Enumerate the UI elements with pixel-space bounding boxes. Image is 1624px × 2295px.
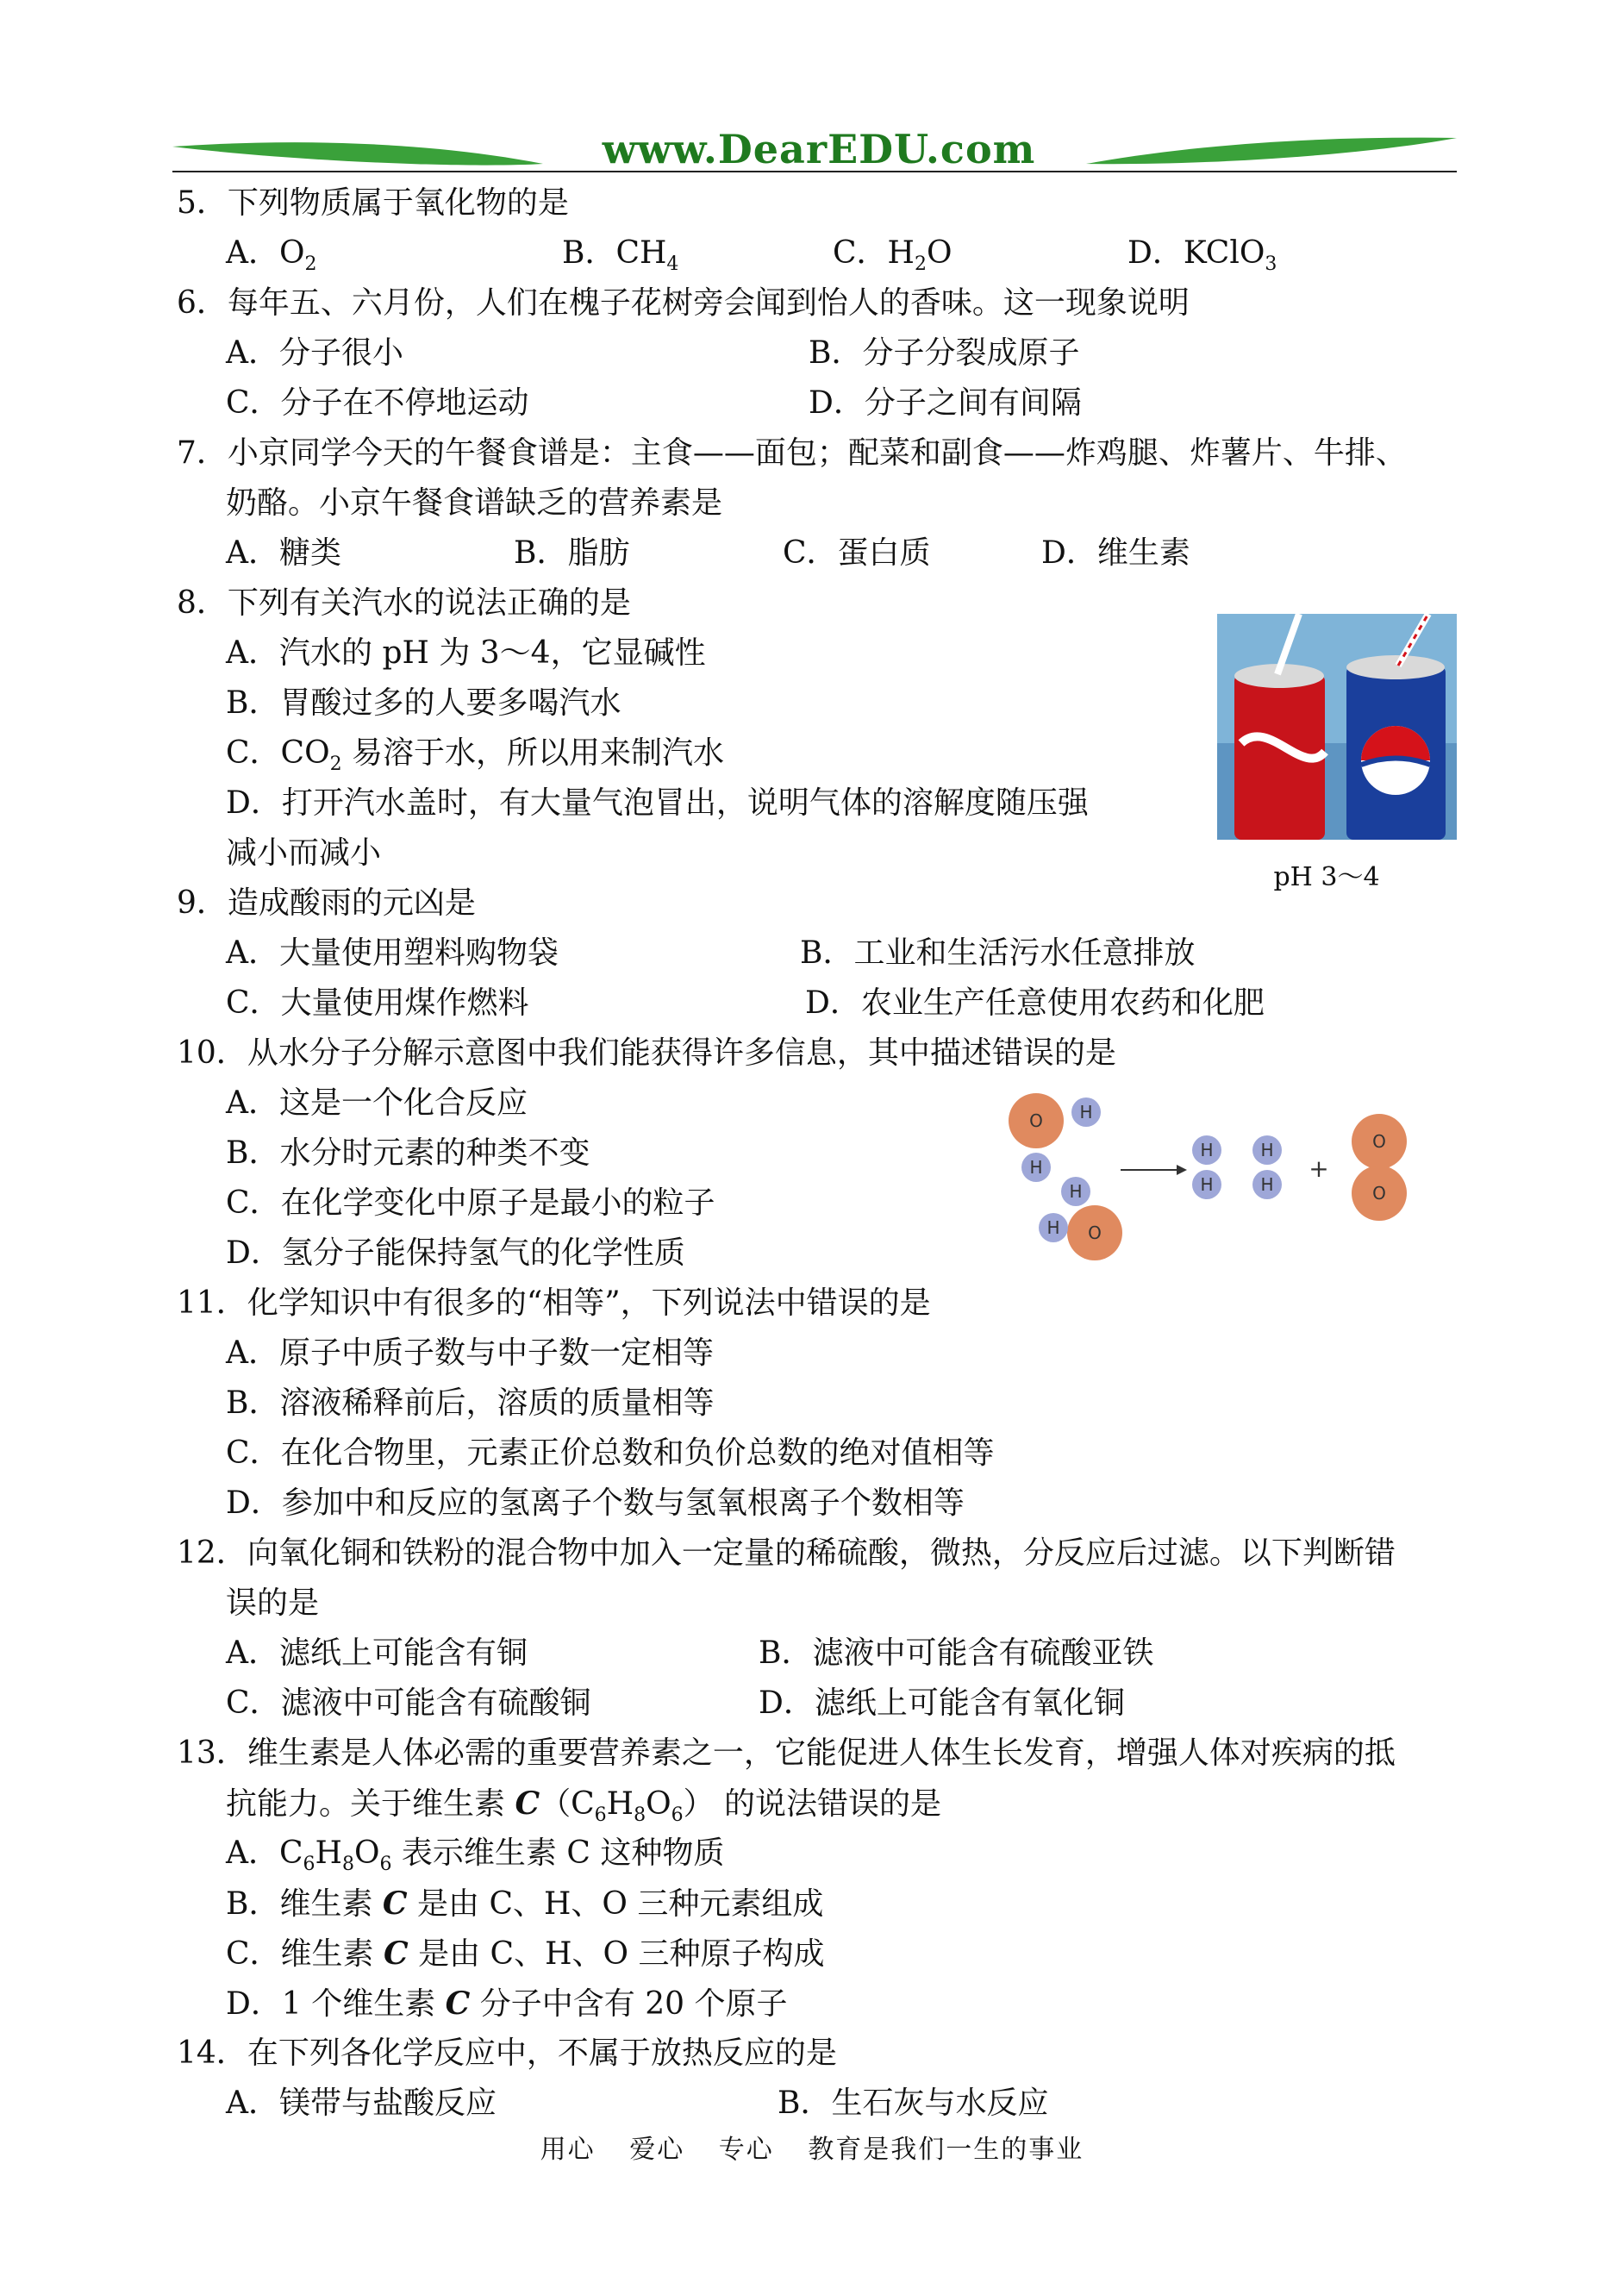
q7-option-c: C．蛋白质 <box>783 535 931 571</box>
svg-text:H: H <box>1079 1102 1093 1122</box>
svg-text:O: O <box>1088 1223 1102 1243</box>
q9-option-d: D．农业生产任意使用农药和化肥 <box>805 985 1265 1021</box>
svg-text:H: H <box>1029 1157 1043 1178</box>
q11-option-b: B．溶液稀释前后，溶质的质量相等 <box>226 1385 715 1421</box>
q8-option-a: A．汽水的 pH 为 3～4，它显碱性 <box>226 635 706 671</box>
q7-option-b: B．脂肪 <box>514 535 630 571</box>
svg-text:H: H <box>1260 1174 1274 1195</box>
q11-option-a: A．原子中质子数与中子数一定相等 <box>226 1335 714 1371</box>
q5-option-b: B．$CH_4$ <box>562 235 679 275</box>
q11-option-d: D．参加中和反应的氢离子个数与氢氧根离子个数相等 <box>226 1485 965 1521</box>
q13-option-b: B．维生素 C 是由 C、H、O 三种元素组成 <box>226 1885 824 1922</box>
q14-option-b: B．生石灰与水反应 <box>778 2086 1049 2121</box>
footer-item: 教育是我们一生的事业 <box>808 2135 1084 2165</box>
q7-option-a: A．糖类 <box>226 535 341 571</box>
footer-item: 用心 <box>540 2135 596 2165</box>
svg-text:H: H <box>1200 1140 1214 1160</box>
question-12: 12．向氧化铜和铁粉的混合物中加入一定量的稀硫酸，微热，分反应后过滤。以下判断错 <box>177 1535 1396 1571</box>
q13-option-d: D．1 个维生素 C 分子中含有 20 个原子 <box>226 1985 788 2022</box>
question-7: 7．小京同学今天的午餐食谱是：主食——面包；配菜和副食——炸鸡腿、炸薯片、牛排、 <box>177 435 1407 471</box>
q9-option-b: B．工业和生活污水任意排放 <box>800 935 1196 971</box>
svg-text:H: H <box>1069 1181 1083 1202</box>
header-rule <box>172 171 1457 172</box>
q9-option-a: A．大量使用塑料购物袋 <box>226 935 559 971</box>
q6-option-d: D．分子之间有间隔 <box>809 385 1082 421</box>
q5-option-d: D．KClO$_3$ <box>1127 235 1277 275</box>
q6-option-a: A．分子很小 <box>226 335 403 371</box>
question-7-line2: 奶酪。小京午餐食谱缺乏的营养素是 <box>226 485 723 521</box>
svg-text:H: H <box>1200 1174 1214 1195</box>
q12-option-c: C．滤液中可能含有硫酸铜 <box>226 1685 591 1721</box>
q9-option-c: C．大量使用煤作燃料 <box>226 985 529 1021</box>
svg-text:H: H <box>1260 1140 1274 1160</box>
question-13-line2: 抗能力。关于维生素 $C(C_6H_8O_6)$ 的说法错误的是 <box>226 1785 942 1826</box>
q14-option-a: A．镁带与盐酸反应 <box>226 2086 497 2121</box>
question-13: 13．维生素是人体必需的重要营养素之一，它能促进人体生长发育，增强人体对疾病的抵 <box>177 1735 1396 1771</box>
q10-option-b: B．水分时元素的种类不变 <box>226 1135 590 1171</box>
soda-image-caption: pH 3～4 <box>1273 862 1380 892</box>
svg-text:O: O <box>1029 1110 1043 1131</box>
question-11: 11．化学知识中有很多的“相等”，下列说法中错误的是 <box>177 1285 931 1321</box>
water-decomposition-diagram <box>1000 1088 1440 1278</box>
q11-option-c: C．在化合物里，元素正价总数和负价总数的绝对值相等 <box>226 1435 995 1471</box>
question-5: 5．下列物质属于氧化物的是 <box>177 185 569 221</box>
question-8: 8．下列有关汽水的说法正确的是 <box>177 585 631 621</box>
q8-option-d-line2: 减小而减小 <box>226 835 382 871</box>
svg-text:O: O <box>1372 1183 1386 1204</box>
q10-option-a: A．这是一个化合反应 <box>226 1085 528 1121</box>
q12-option-a: A．滤纸上可能含有铜 <box>226 1635 528 1671</box>
q13-option-a: A．$C_6H_8O_6$ 表示维生素 C 这种物质 <box>226 1835 725 1875</box>
q10-option-c: C．在化学变化中原子是最小的粒子 <box>226 1185 715 1221</box>
q12-option-b: B．滤液中可能含有硫酸亚铁 <box>759 1635 1154 1671</box>
question-10: 10．从水分子分解示意图中我们能获得许多信息，其中描述错误的是 <box>177 1035 1116 1071</box>
svg-text:O: O <box>1372 1131 1386 1152</box>
question-12-line2: 误的是 <box>226 1585 320 1621</box>
q13-option-c: C．维生素 C 是由 C、H、O 三种原子构成 <box>226 1935 825 1972</box>
q5-option-a: A．$O_2$ <box>226 235 317 275</box>
q8-option-b: B．胃酸过多的人要多喝汽水 <box>226 685 621 721</box>
q10-option-d: D．氢分子能保持氢气的化学性质 <box>226 1235 685 1271</box>
svg-text:H: H <box>1046 1217 1060 1238</box>
q8-option-c: C．$CO_2$ 易溶于水，所以用来制汽水 <box>226 735 725 775</box>
page-footer <box>0 2128 1624 2166</box>
q8-option-d: D．打开汽水盖时，有大量气泡冒出，说明气体的溶解度随压强 <box>226 785 1089 821</box>
question-6: 6．每年五、六月份，人们在槐子花树旁会闻到怡人的香味。这一现象说明 <box>177 285 1190 321</box>
q7-option-d: D．维生素 <box>1041 535 1190 571</box>
q12-option-d: D．滤纸上可能含有氧化铜 <box>759 1685 1125 1721</box>
header-logo: www.DearEDU.com <box>602 126 1036 172</box>
footer-item: 专心 <box>718 2135 774 2165</box>
q6-option-b: B．分子分裂成原子 <box>809 335 1080 371</box>
question-9: 9．造成酸雨的元凶是 <box>177 885 476 921</box>
q6-option-c: C．分子在不停地运动 <box>226 385 529 421</box>
soda-cans-image <box>1217 614 1457 840</box>
question-14: 14．在下列各化学反应中，不属于放热反应的是 <box>177 2035 837 2071</box>
footer-item: 爱心 <box>629 2135 685 2165</box>
svg-text:+: + <box>1309 1154 1329 1183</box>
q5-option-c: C．$H_2O$ <box>833 235 953 275</box>
